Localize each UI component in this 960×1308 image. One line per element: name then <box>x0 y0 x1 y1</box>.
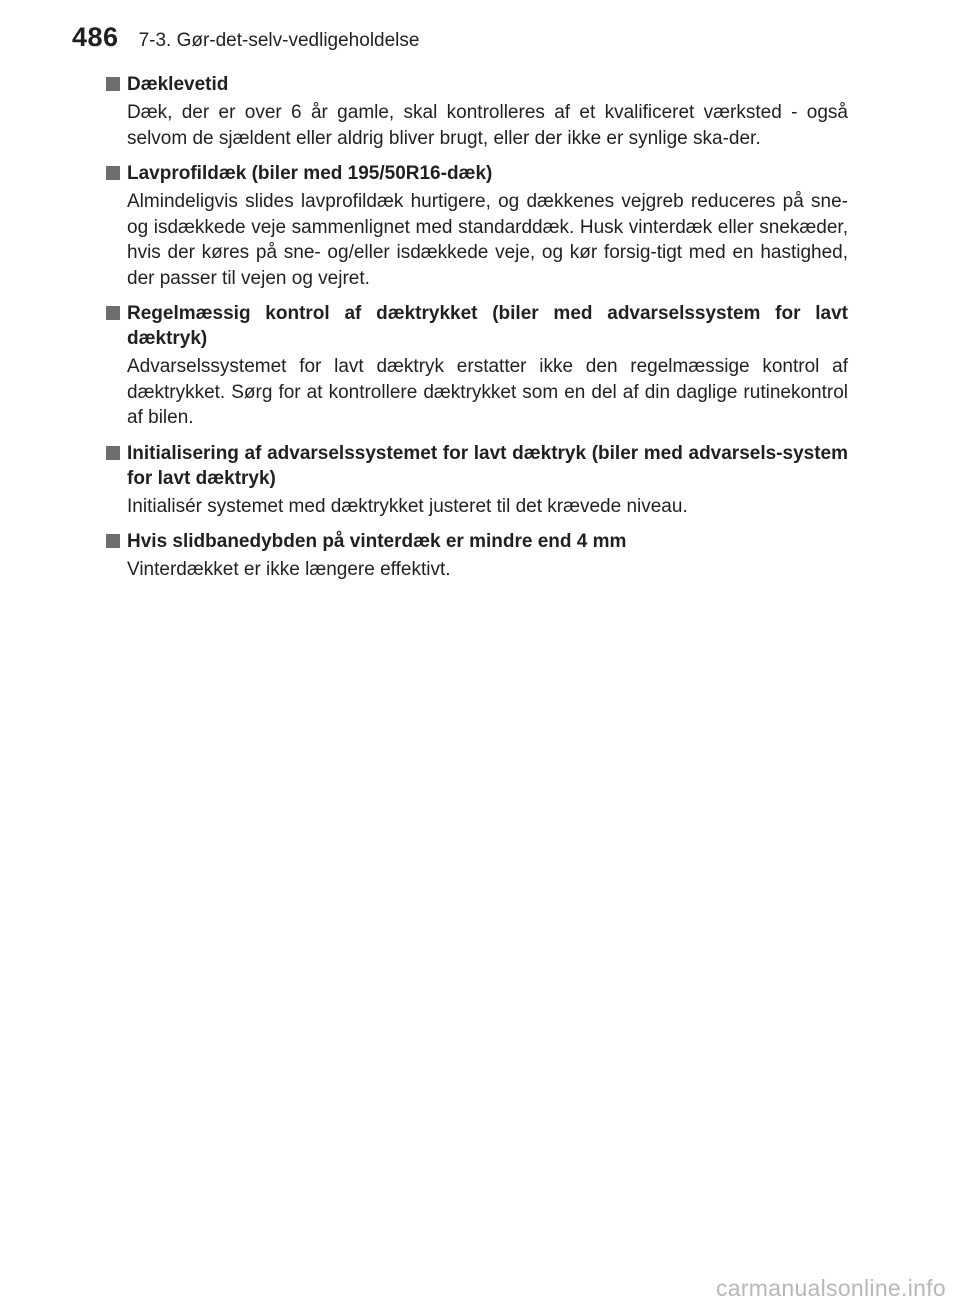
page-number: 486 <box>72 22 119 52</box>
section-heading <box>106 529 848 554</box>
section-heading-text: Regelmæssig kontrol af dæktrykket (biler med advarselssystem for lavt dæktryk) <box>127 303 848 349</box>
section-heading <box>106 441 848 491</box>
section-heading-text: Hvis slidbanedybden på vinterdæk er mindre end 4 mm <box>127 531 627 552</box>
section-tire-lifetime <box>106 72 848 157</box>
section-warning-system-initialization <box>106 441 848 526</box>
section-body: Vinterdækket er ikke længere effektivt. <box>127 559 451 580</box>
section-low-profile-tires <box>106 161 848 297</box>
section-heading <box>106 161 848 186</box>
section-winter-tread-depth <box>106 529 848 589</box>
square-bullet-icon <box>106 306 120 320</box>
section-heading <box>106 301 848 351</box>
section-heading-text: Initialisering af advarselssystemet for lavt dæktryk (biler med advarsels-system for lavt dæktryk) <box>127 442 848 489</box>
square-bullet-icon <box>106 166 120 180</box>
section-body: Dæk, der er over 6 år gamle, skal kontrolleres af et kvalificeret værksted - også selvom de sjældent eller aldrig bliver brugt, eller der ikke er synlige ska-der. <box>127 102 848 149</box>
section-heading-text: Lavprofildæk (biler med 195/50R16-dæk) <box>127 163 493 184</box>
square-bullet-icon <box>106 77 120 91</box>
section-body: Advarselssystemet for lavt dæktryk erstatter ikke den regelmæssige kontrol af dæktrykket. Sørg for at kontrollere dæktrykket som en del af din daglige rutinekontrol af bilen. <box>127 356 848 428</box>
chapter-title: 7-3. Gør-det-selv-vedligeholdelse <box>138 30 420 51</box>
section-body: Initialisér systemet med dæktrykket justeret til det krævede niveau. <box>127 495 688 517</box>
section-heading <box>106 72 848 97</box>
section-body: Almindeligvis slides lavprofildæk hurtigere, og dækkenes vejgreb reduceres på sne- og isdækkede veje sammenlignet med standarddæk. Husk vinterdæk eller snekæder, hvis der køres på sne- og/eller isdækkede veje, og kør forsig-tigt med en hastighed, der passer til vejen og vejret. <box>127 191 848 289</box>
page-header <box>72 22 419 53</box>
square-bullet-icon <box>106 534 120 548</box>
watermark: carmanualsonline.info <box>715 1275 946 1301</box>
section-regular-pressure-check <box>106 301 848 437</box>
square-bullet-icon <box>106 446 120 460</box>
section-heading-text: Dæklevetid <box>127 74 229 95</box>
page-content <box>106 72 848 593</box>
